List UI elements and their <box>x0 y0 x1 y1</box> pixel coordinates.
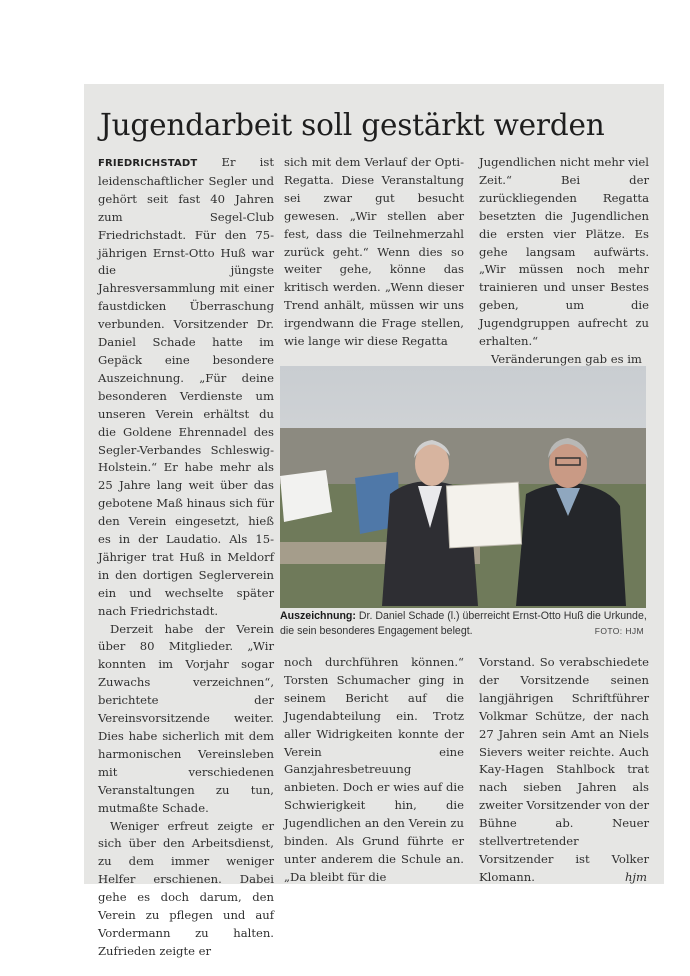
paragraph: Derzeit habe der Verein über 80 Mitglieder. „Wir konnten im Vorjahr sogar Zuwachs verzeichnen“, berichtete der Vereinsvorsitzende weiter. Dies habe sicherlich mit dem harmonischen Vereinsleben mit verschiedenen Veranstaltungen zu tun, mutmaßte Schade. <box>98 621 274 815</box>
headline: Jugendarbeit soll gestärkt werden <box>100 108 605 142</box>
paragraph-text: Vorstand. So verabschiedete der Vorsitzende seinen langjährigen Schriftführer Volkmar Schütze, der nach 27 Jahren sein Amt an Niels Sievers weiter reichte. Auch Kay-Hagen Stahlbock trat nach sieben Jahren als zweiter Vorsitzender von der Bühne ab. Neuer stellvertretender Vorsitzender ist Volker Klomann. <box>479 655 649 884</box>
paragraph: sich mit dem Verlauf der Opti-Regatta. Diese Veranstaltung sei zwar gut besucht gewesen. „Wir stellen aber fest, dass die Teilnehmerzahl zurück geht.“ Wenn dies so weiter gehe, könne das kritisch werden. „Wenn dieser Trend anhält, müssen wir uns irgendwann die Frage stellen, wie lange wir diese Regatta <box>284 155 464 349</box>
paragraph <box>98 154 274 621</box>
column-1 <box>98 154 274 958</box>
paragraph-text: Er ist leidenschaftlicher Segler und gehört seit fast 40 Jahren zum Segel-Club Friedrichstadt. Für den 75-jährigen Ernst-Otto Huß war die jüngste Jahresversammlung mit einer faustdicken Überraschung verbunden. Vorsitzender Dr. Daniel Schade hatte im Gepäck eine besondere Auszeichnung. „Für deine besonderen Verdienste um unseren Verein erhältst du die Goldene Ehrennadel des Segler-Verbandes Schleswig-Holstein.“ Er habe mehr als 25 Jahre lang weit über das gebotene Maß hinaus sich für den Verein eingesetzt, hieß es in der Laudatio. Als 15-Jähriger trat Huß in Meldorf in den dortigen Seglerverein ein und wechselte später nach Friedrichstadt. <box>98 155 274 618</box>
photo-credit: FOTO: HJM <box>594 626 644 636</box>
author-signature: hjm <box>624 869 647 884</box>
dateline: FRIEDRICHSTADT <box>98 158 198 169</box>
certificate <box>446 482 521 548</box>
column-3 <box>479 154 649 364</box>
reed-field <box>280 428 646 488</box>
caption-text: Dr. Daniel Schade (l.) überreicht Ernst-Otto Huß die Urkunde, die sein besonderes Engagement belegt. <box>280 610 647 637</box>
photo-illustration <box>280 366 646 608</box>
paragraph: noch durchführen können.“ Torsten Schumacher ging in seinem Bericht auf die Jugendabteilung ein. Trotz aller Widrigkeiten konnte der Verein eine Ganzjahresbetreuung anbieten. Doch er wies auf die Schwierigkeit hin, die Jugendlichen an den Verein zu binden. Als Grund führte er unter anderem die Schule an. „Da bleibt für die <box>284 655 464 884</box>
paragraph: Weniger erfreut zeigte er sich über den Arbeitsdienst, zu dem immer weniger Helfer erschienen. Dabei gehe es doch darum, den Verein zu pflegen und auf Vordermann zu halten. Zufrieden zeigte er <box>98 818 274 958</box>
paragraph: Veränderungen gab es im <box>491 351 642 366</box>
column-2 <box>284 154 464 364</box>
column-4 <box>284 654 464 884</box>
photo-caption <box>280 609 650 649</box>
paragraph <box>479 654 649 887</box>
newspaper-clipping <box>84 84 664 958</box>
column-5 <box>479 654 649 884</box>
caption-lead: Auszeichnung: <box>280 610 356 622</box>
paragraph: Jugendlichen nicht mehr viel Zeit.“ Bei der zurückliegenden Regatta besetzten die Jugendlichen die ersten vier Plätze. Es gehe langsam aufwärts. „Wir müssen noch mehr trainieren und unser Bestes geben, um die Jugendgruppen aufrecht zu erhalten.“ <box>479 155 649 349</box>
article-photo <box>280 366 646 608</box>
